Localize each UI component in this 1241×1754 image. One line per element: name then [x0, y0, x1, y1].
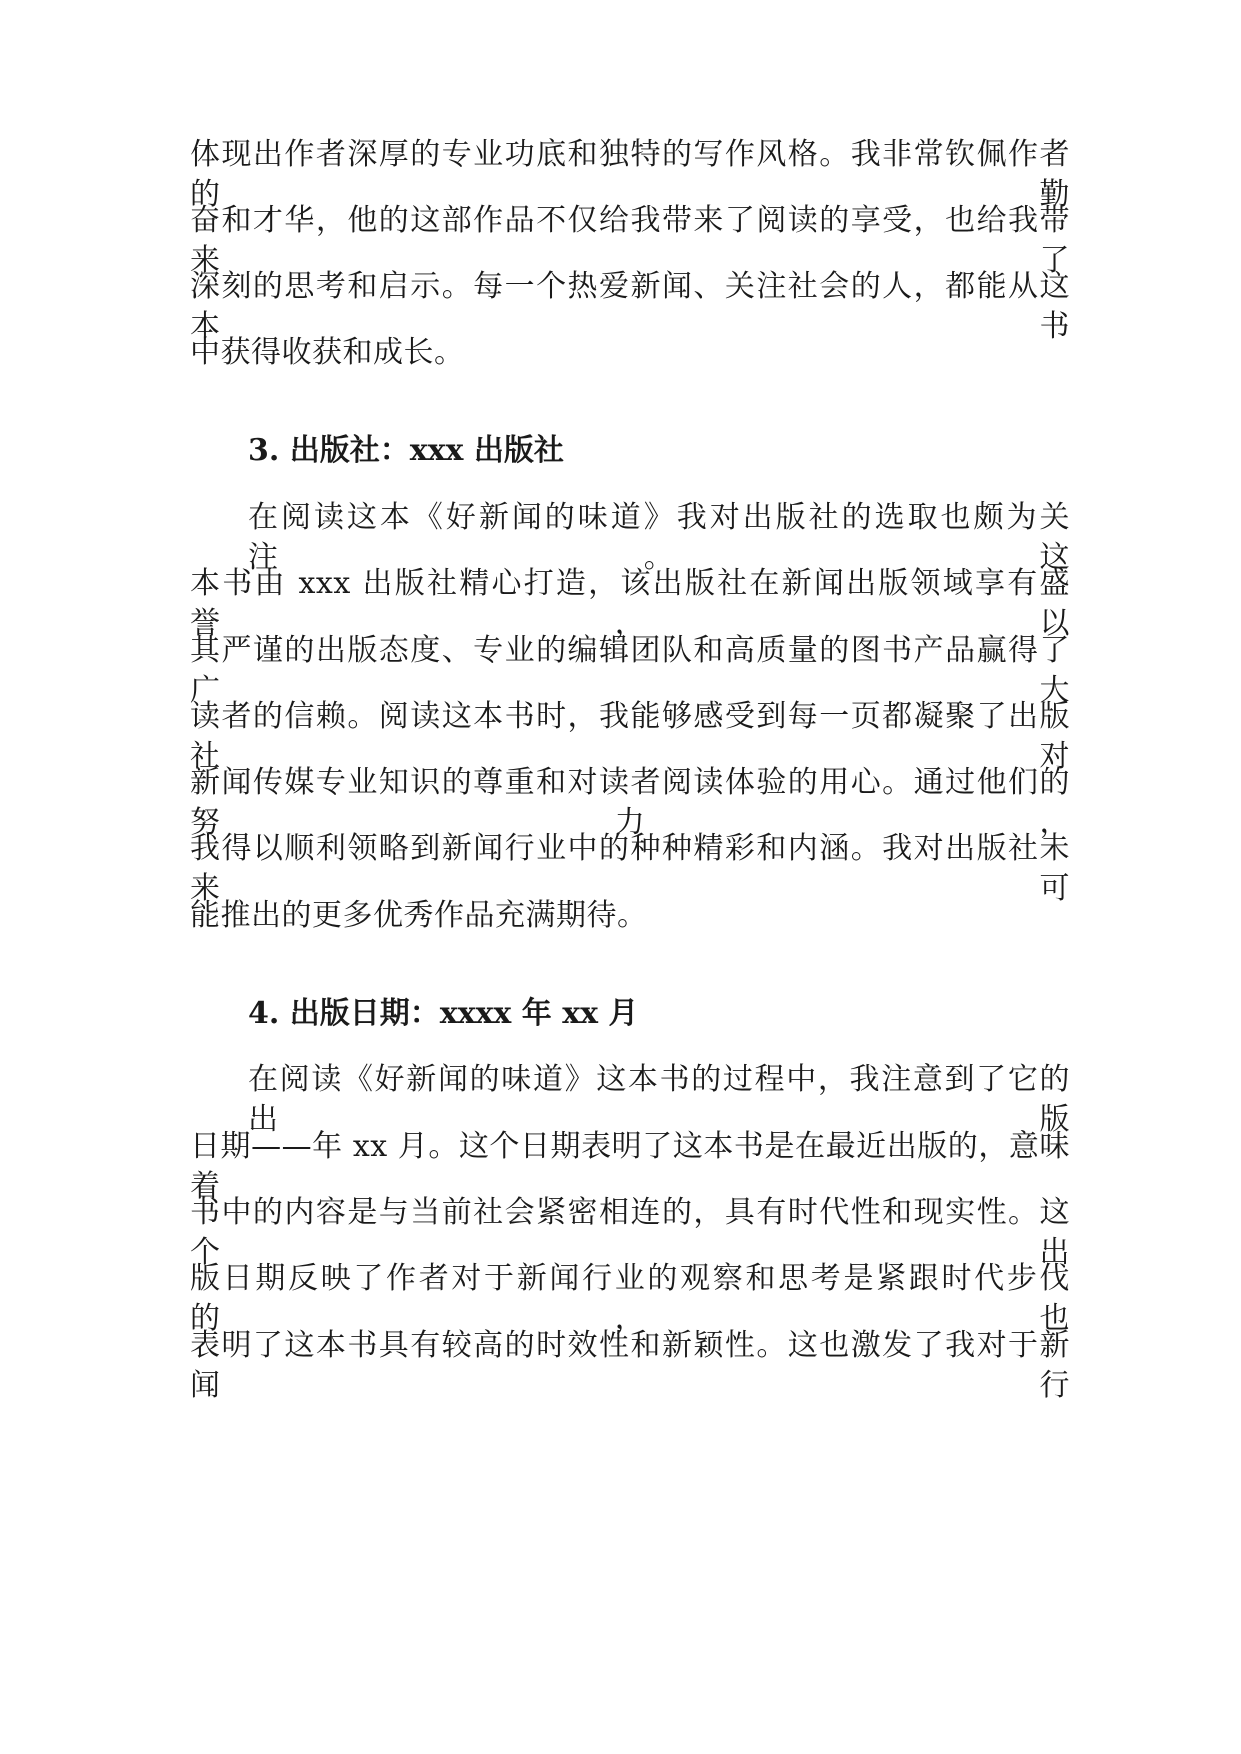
paragraph-line: 新闻传媒专业知识的尊重和对读者阅读体验的用心。通过他们的努力， [190, 765, 1070, 840]
section-heading-publisher: 3. 出版社：xxx 出版社 [248, 433, 564, 468]
paragraph-line: 表明了这本书具有较高的时效性和新颖性。这也激发了我对于新闻行 [190, 1328, 1070, 1403]
paragraph-line: 深刻的思考和启示。每一个热爱新闻、关注社会的人，都能从这本书 [190, 269, 1070, 344]
paragraph-line: 中获得收获和成长。 [190, 335, 465, 370]
paragraph-line: 书中的内容是与当前社会紧密相连的，具有时代性和现实性。这个出 [190, 1195, 1070, 1270]
paragraph-line: 我得以顺利领略到新闻行业中的种种精彩和内涵。我对出版社未来可 [190, 831, 1070, 906]
paragraph-line: 其严谨的出版态度、专业的编辑团队和高质量的图书产品赢得了广大 [190, 633, 1070, 708]
paragraph-line: 奋和才华，他的这部作品不仅给我带来了阅读的享受，也给我带来了 [190, 203, 1070, 278]
paragraph-line: 本书由 xxx 出版社精心打造，该出版社在新闻出版领域享有盛誉，以 [190, 566, 1070, 641]
paragraph-line: 在阅读这本《好新闻的味道》我对出版社的选取也颇为关注。这 [248, 500, 1070, 575]
paragraph-line: 体现出作者深厚的专业功底和独特的写作风格。我非常钦佩作者的勤 [190, 137, 1070, 212]
paragraph-line: 在阅读《好新闻的味道》这本书的过程中，我注意到了它的出版 [248, 1062, 1070, 1137]
paragraph-line: 能推出的更多优秀作品充满期待。 [190, 898, 648, 933]
paragraph-line: 日期——年 xx 月。这个日期表明了这本书是在最近出版的，意味着 [190, 1129, 1070, 1204]
section-heading-publication-date: 4. 出版日期：xxxx 年 xx 月 [248, 996, 639, 1031]
paragraph-line: 读者的信赖。阅读这本书时，我能够感受到每一页都凝聚了出版社对 [190, 699, 1070, 774]
paragraph-line: 版日期反映了作者对于新闻行业的观察和思考是紧跟时代步伐的，也 [190, 1261, 1070, 1336]
